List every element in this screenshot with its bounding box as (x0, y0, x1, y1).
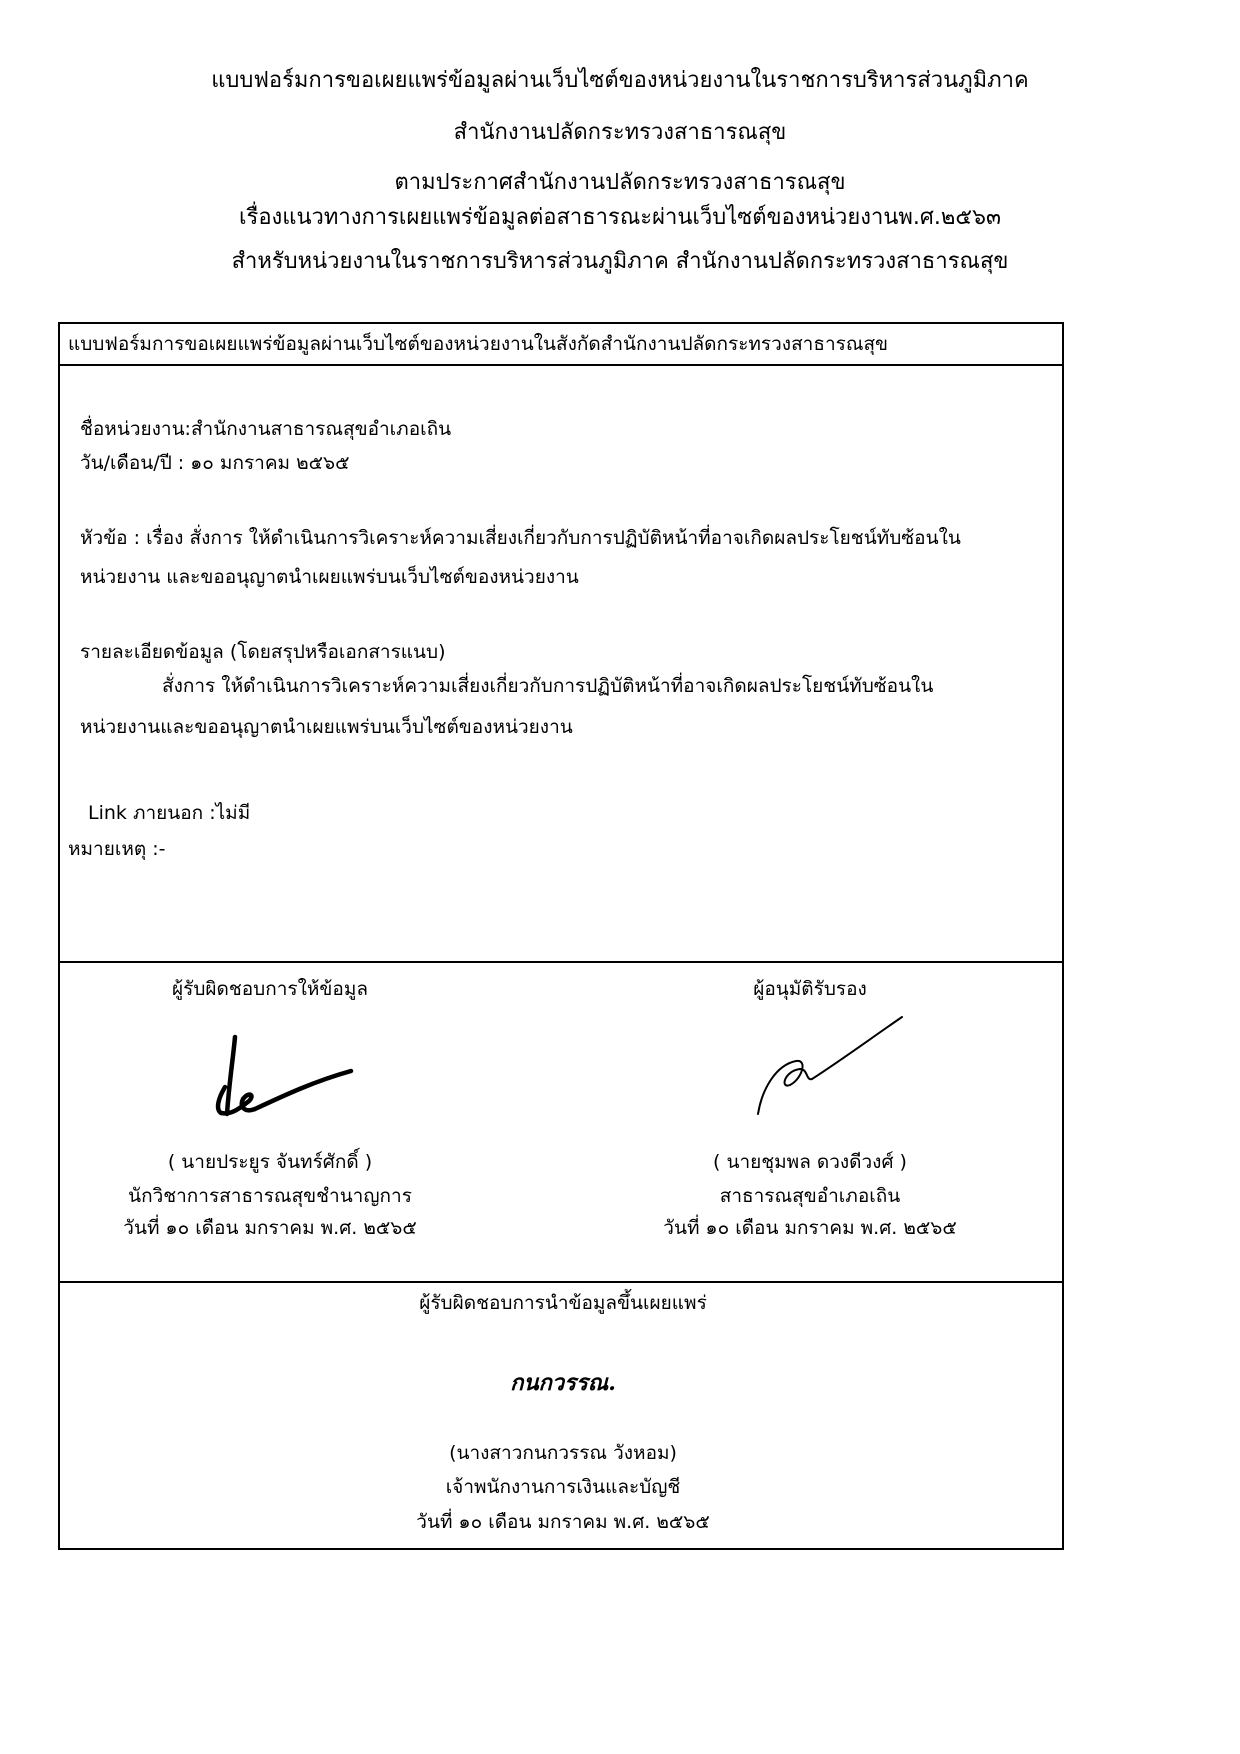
provider-name: ( นายประยูร จันทร์ศักดิ์ ) (167, 1151, 373, 1173)
header-line-4: เรื่องแนวทางการเผยแพร่ข้อมูลต่อสาธารณะผ่านเว็บไซต์ของหน่วยงานพ.ศ.๒๕๖๓ (238, 205, 1002, 230)
divider-signatures (60, 961, 1062, 963)
publisher-name: (นางสาวกนกวรรณ วังหอม) (449, 1442, 677, 1464)
approver-title: ผู้อนุมัติรับรอง (753, 978, 867, 1000)
subject-line-1: หัวข้อ : เรื่อง สั่งการ ให้ดำเนินการวิเคราะห์ความเสี่ยงเกี่ยวกับการปฏิบัติหน้าที่อาจเกิดผลประโยชน์ทับซ้อนใน (80, 527, 961, 549)
agency-name: ชื่อหน่วยงาน:สำนักงานสาธารณสุขอำเภอเถิน (80, 418, 452, 440)
header-line-5: สำหรับหน่วยงานในราชการบริหารส่วนภูมิภาค สำนักงานปลัดกระทรวงสาธารณสุข (231, 249, 1009, 274)
details-line-2: หน่วยงานและขออนุญาตนำเผยแพร่บนเว็บไซต์ของหน่วยงาน (80, 716, 573, 738)
approver-name: ( นายชุมพล ดวงดีวงศ์ ) (713, 1151, 907, 1173)
form-title: แบบฟอร์มการขอเผยแพร่ข้อมูลผ่านเว็บไซต์ของหน่วยงานในสังกัดสำนักงานปลัดกระทรวงสาธารณสุข (68, 333, 889, 355)
divider-publisher (60, 1281, 1062, 1283)
approver-position: สาธารณสุขอำเภอเถิน (719, 1185, 901, 1207)
form-box (58, 322, 1064, 1550)
provider-title: ผู้รับผิดชอบการให้ข้อมูล (172, 978, 368, 1000)
publisher-title: ผู้รับผิดชอบการนำข้อมูลขึ้นเผยแพร่ (419, 1292, 707, 1314)
details-label: รายละเอียดข้อมูล (โดยสรุปหรือเอกสารแนบ) (80, 641, 446, 663)
remark: หมายเหตุ :- (68, 838, 166, 860)
form-date: วัน/เดือน/ปี : ๑๐ มกราคม ๒๕๖๕ (80, 452, 350, 474)
publisher-position: เจ้าพนักงานการเงินและบัญชี (445, 1476, 681, 1498)
details-line-1: สั่งการ ให้ดำเนินการวิเคราะห์ความเสี่ยงเกี่ยวกับการปฏิบัติหน้าที่อาจเกิดผลประโยชน์ทับซ้อนใน (162, 675, 934, 697)
header-line-2: สำนักงานปลัดกระทรวงสาธารณสุข (453, 120, 787, 145)
publisher-date: วันที่ ๑๐ เดือน มกราคม พ.ศ. ๒๕๖๕ (416, 1511, 710, 1533)
provider-signature (205, 1029, 365, 1129)
provider-date: วันที่ ๑๐ เดือน มกราคม พ.ศ. ๒๕๖๕ (123, 1217, 417, 1239)
header-line-1: แบบฟอร์มการขอเผยแพร่ข้อมูลผ่านเว็บไซต์ของหน่วยงานในราชการบริหารส่วนภูมิภาค (211, 68, 1029, 93)
provider-position: นักวิชาการสาธารณสุขชำนาญการ (128, 1185, 412, 1207)
header-line-3: ตามประกาศสำนักงานปลัดกระทรวงสาธารณสุข (394, 170, 846, 195)
approver-date: วันที่ ๑๐ เดือน มกราคม พ.ศ. ๒๕๖๕ (663, 1217, 957, 1239)
subject-line-2: หน่วยงาน และขออนุญาตนำเผยแพร่บนเว็บไซต์ของหน่วยงาน (80, 566, 579, 588)
divider-title (60, 364, 1062, 366)
external-link: Link ภายนอก :ไม่มี (88, 802, 251, 824)
approver-signature (750, 1009, 910, 1119)
publisher-signature: กนกวรรณ. (510, 1370, 616, 1396)
